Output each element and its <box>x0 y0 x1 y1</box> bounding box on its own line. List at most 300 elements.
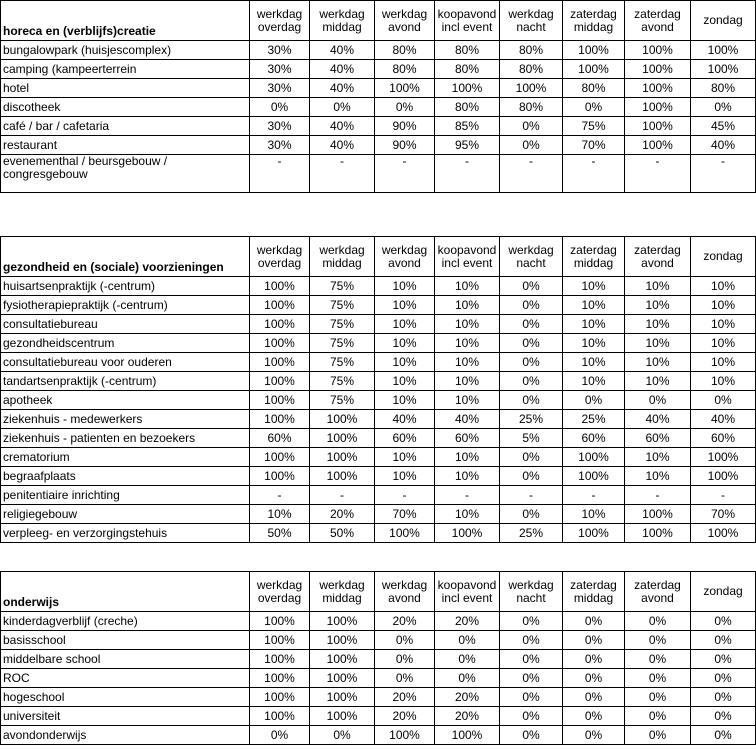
table-row <box>1 467 756 486</box>
header-row <box>1 1 756 41</box>
column-header <box>375 237 435 277</box>
cell-value: 0% <box>250 726 310 745</box>
column-header-line: nacht <box>516 590 546 605</box>
cell-value: 0% <box>691 98 756 117</box>
row-label: middelbare school <box>1 650 250 669</box>
cell-value: 0% <box>500 448 563 467</box>
cell-value: 70% <box>375 505 435 524</box>
cell-value: 0% <box>625 688 691 707</box>
cell-value: 0% <box>563 669 625 688</box>
cell-value: - <box>375 155 435 193</box>
column-header-line: werkdag <box>319 577 365 592</box>
row-label: begraafplaats <box>1 467 250 486</box>
cell-value: 80% <box>375 41 435 60</box>
cell-value: 100% <box>625 98 691 117</box>
row-label: hotel <box>1 79 250 98</box>
row-label: avondonderwijs <box>1 726 250 745</box>
cell-value: 10% <box>250 505 310 524</box>
column-header-line: avond <box>388 590 421 605</box>
column-header <box>375 572 435 612</box>
cell-value: 0% <box>625 391 691 410</box>
cell-value: - <box>375 486 435 505</box>
cell-value: 100% <box>310 410 375 429</box>
cell-value: 10% <box>375 372 435 391</box>
cell-value: 60% <box>250 429 310 448</box>
table-row <box>1 429 756 448</box>
row-label: discotheek <box>1 98 250 117</box>
cell-value: 0% <box>500 726 563 745</box>
cell-value: 100% <box>563 60 625 79</box>
table-row <box>1 79 756 98</box>
cell-value: 40% <box>691 136 756 155</box>
table-row <box>1 505 756 524</box>
cell-value: 100% <box>625 524 691 543</box>
column-header <box>310 1 375 41</box>
cell-value: 80% <box>691 79 756 98</box>
column-header <box>310 237 375 277</box>
cell-value: 25% <box>563 410 625 429</box>
header-row <box>1 572 756 612</box>
cell-value: 10% <box>691 334 756 353</box>
cell-value: 100% <box>691 467 756 486</box>
row-label: tandartsenpraktijk (-centrum) <box>1 372 250 391</box>
cell-value: 10% <box>625 296 691 315</box>
cell-value: 10% <box>563 277 625 296</box>
cell-value: 100% <box>250 467 310 486</box>
cell-value: - <box>691 155 756 193</box>
cell-value: 40% <box>625 410 691 429</box>
column-header-line: incl event <box>441 255 493 270</box>
cell-value: 30% <box>250 60 310 79</box>
table-row <box>1 277 756 296</box>
cell-value: 0% <box>563 391 625 410</box>
cell-value: 10% <box>563 372 625 391</box>
column-header <box>500 1 563 41</box>
cell-value: 10% <box>625 315 691 334</box>
column-header <box>435 572 500 612</box>
cell-value: 75% <box>310 391 375 410</box>
cell-value: 100% <box>625 136 691 155</box>
cell-value: 10% <box>435 467 500 486</box>
cell-value: 60% <box>563 429 625 448</box>
cell-value: 100% <box>563 524 625 543</box>
cell-value: 0% <box>691 631 756 650</box>
cell-value: 0% <box>500 372 563 391</box>
cell-value: 100% <box>250 669 310 688</box>
cell-value: 10% <box>375 448 435 467</box>
cell-value: 60% <box>691 429 756 448</box>
cell-value: - <box>310 486 375 505</box>
column-header-line: incl event <box>441 590 493 605</box>
cell-value: 0% <box>563 612 625 631</box>
column-header <box>691 572 756 612</box>
column-header-line: koopavond <box>437 242 497 257</box>
cell-value: 40% <box>310 60 375 79</box>
column-header-line: zaterdag <box>570 577 617 592</box>
cell-value: 0% <box>691 688 756 707</box>
cell-value: 100% <box>310 669 375 688</box>
column-header-line: avond <box>388 19 421 34</box>
table-row <box>1 410 756 429</box>
row-label: penitentiaire inrichting <box>1 486 250 505</box>
column-header-line: avond <box>641 255 674 270</box>
column-header-line: werkdag <box>508 6 554 21</box>
column-header-line: nacht <box>516 255 546 270</box>
column-header <box>250 572 310 612</box>
cell-value: 0% <box>625 631 691 650</box>
column-header-line: zondag <box>703 249 743 263</box>
cell-value: 10% <box>625 372 691 391</box>
cell-value: 40% <box>310 41 375 60</box>
column-header <box>625 1 691 41</box>
cell-value: 85% <box>435 117 500 136</box>
table-row <box>1 726 756 745</box>
section-title: onderwijs <box>1 572 250 612</box>
column-header-line: avond <box>641 19 674 34</box>
section-title: horeca en (verblijfs)creatie <box>1 1 250 41</box>
column-header-line: zondag <box>703 13 743 27</box>
row-label: gezondheidscentrum <box>1 334 250 353</box>
table-row <box>1 391 756 410</box>
column-header <box>435 1 500 41</box>
row-label: basisschool <box>1 631 250 650</box>
row-label: evenementhal / beursgebouw / congresgebouw <box>1 155 250 193</box>
cell-value: 10% <box>691 353 756 372</box>
cell-value: 0% <box>691 669 756 688</box>
cell-value: 10% <box>691 277 756 296</box>
table-row <box>1 650 756 669</box>
cell-value: 40% <box>310 136 375 155</box>
column-header <box>375 1 435 41</box>
cell-value: 20% <box>435 707 500 726</box>
row-label: ROC <box>1 669 250 688</box>
column-header-line: incl event <box>441 19 493 34</box>
table-row <box>1 448 756 467</box>
column-header-line: werkdag <box>508 242 554 257</box>
cell-value: 75% <box>310 353 375 372</box>
cell-value: 50% <box>310 524 375 543</box>
cell-value: 20% <box>375 612 435 631</box>
cell-value: 95% <box>435 136 500 155</box>
row-label: huisartsenpraktijk (-centrum) <box>1 277 250 296</box>
column-header <box>563 237 625 277</box>
cell-value: 0% <box>375 98 435 117</box>
cell-value: 0% <box>500 631 563 650</box>
row-label: consultatiebureau voor ouderen <box>1 353 250 372</box>
cell-value: 0% <box>500 505 563 524</box>
table-row <box>1 486 756 505</box>
cell-value: 80% <box>435 60 500 79</box>
cell-value: 0% <box>310 98 375 117</box>
cell-value: 40% <box>310 79 375 98</box>
cell-value: 0% <box>500 117 563 136</box>
cell-value: 40% <box>375 410 435 429</box>
cell-value: 10% <box>375 277 435 296</box>
cell-value: 60% <box>625 429 691 448</box>
cell-value: 100% <box>250 650 310 669</box>
cell-value: 10% <box>435 372 500 391</box>
column-header <box>500 237 563 277</box>
cell-value: 0% <box>435 669 500 688</box>
cell-value: 80% <box>500 98 563 117</box>
cell-value: 100% <box>625 60 691 79</box>
table-row <box>1 315 756 334</box>
cell-value: 100% <box>250 612 310 631</box>
column-header-line: avond <box>388 255 421 270</box>
cell-value: 0% <box>691 612 756 631</box>
table-row <box>1 136 756 155</box>
cell-value: 10% <box>435 315 500 334</box>
column-header-line: werkdag <box>381 577 428 592</box>
cell-value: 80% <box>375 60 435 79</box>
cell-value: 100% <box>310 688 375 707</box>
column-header-line: middag <box>573 255 614 270</box>
cell-value: 40% <box>435 410 500 429</box>
cell-value: 0% <box>625 707 691 726</box>
row-label: universiteit <box>1 707 250 726</box>
cell-value: - <box>250 486 310 505</box>
cell-value: 0% <box>500 650 563 669</box>
column-header-line: avond <box>641 590 674 605</box>
cell-value: 0% <box>250 98 310 117</box>
cell-value: 20% <box>310 505 375 524</box>
cell-value: 0% <box>625 726 691 745</box>
cell-value: 80% <box>435 41 500 60</box>
row-label: restaurant <box>1 136 250 155</box>
cell-value: 75% <box>310 372 375 391</box>
table-row <box>1 669 756 688</box>
cell-value: 75% <box>310 296 375 315</box>
cell-value: 0% <box>500 688 563 707</box>
row-label: ziekenhuis - patienten en bezoekers <box>1 429 250 448</box>
table-row <box>1 334 756 353</box>
column-header-line: zaterdag <box>634 242 681 257</box>
column-header-line: werkdag <box>381 242 428 257</box>
cell-value: 100% <box>563 467 625 486</box>
cell-value: 100% <box>250 315 310 334</box>
cell-value: 0% <box>500 353 563 372</box>
cell-value: 10% <box>435 277 500 296</box>
table-row <box>1 631 756 650</box>
cell-value: 10% <box>375 353 435 372</box>
cell-value: 0% <box>563 707 625 726</box>
cell-value: 100% <box>691 524 756 543</box>
row-label: camping (kampeerterrein <box>1 60 250 79</box>
column-header-line: middag <box>322 19 362 34</box>
header-row <box>1 237 756 277</box>
cell-value: - <box>250 155 310 193</box>
table-horeca <box>0 0 756 193</box>
cell-value: 0% <box>563 688 625 707</box>
cell-value: 10% <box>691 372 756 391</box>
cell-value: - <box>435 155 500 193</box>
column-header-line: zaterdag <box>570 6 617 21</box>
cell-value: 60% <box>375 429 435 448</box>
column-header-line: zaterdag <box>570 242 617 257</box>
cell-value: - <box>563 155 625 193</box>
column-header-line: koopavond <box>437 6 497 21</box>
cell-value: 0% <box>500 391 563 410</box>
column-header-line: werkdag <box>256 6 303 21</box>
cell-value: 20% <box>375 688 435 707</box>
column-header <box>250 1 310 41</box>
column-header-line: zondag <box>703 584 743 598</box>
cell-value: 0% <box>310 726 375 745</box>
cell-value: 0% <box>625 650 691 669</box>
cell-value: 0% <box>435 650 500 669</box>
column-header <box>625 572 691 612</box>
cell-value: 10% <box>563 353 625 372</box>
cell-value: 10% <box>563 334 625 353</box>
cell-value: 10% <box>563 505 625 524</box>
cell-value: 0% <box>500 334 563 353</box>
cell-value: 10% <box>691 315 756 334</box>
cell-value: 100% <box>625 79 691 98</box>
cell-value: 75% <box>310 277 375 296</box>
cell-value: - <box>691 486 756 505</box>
column-header <box>625 237 691 277</box>
table-row <box>1 612 756 631</box>
cell-value: 100% <box>563 41 625 60</box>
cell-value: 30% <box>250 136 310 155</box>
cell-value: 10% <box>625 277 691 296</box>
cell-value: 0% <box>500 296 563 315</box>
cell-value: 10% <box>435 334 500 353</box>
cell-value: 100% <box>250 448 310 467</box>
column-header-line: werkdag <box>256 577 303 592</box>
cell-value: 10% <box>375 391 435 410</box>
cell-value: 0% <box>500 669 563 688</box>
cell-value: 100% <box>250 277 310 296</box>
cell-value: - <box>625 155 691 193</box>
cell-value: 50% <box>250 524 310 543</box>
cell-value: 90% <box>375 117 435 136</box>
cell-value: 100% <box>625 505 691 524</box>
cell-value: 40% <box>691 410 756 429</box>
cell-value: 0% <box>375 631 435 650</box>
cell-value: 0% <box>435 631 500 650</box>
column-header <box>563 1 625 41</box>
column-header-line: koopavond <box>437 577 497 592</box>
table-row <box>1 155 756 193</box>
cell-value: 80% <box>500 41 563 60</box>
cell-value: 10% <box>435 353 500 372</box>
cell-value: 100% <box>435 524 500 543</box>
cell-value: - <box>563 486 625 505</box>
column-header <box>691 1 756 41</box>
cell-value: 0% <box>500 467 563 486</box>
cell-value: 20% <box>435 688 500 707</box>
cell-value: 100% <box>375 524 435 543</box>
cell-value: - <box>500 486 563 505</box>
row-label: kinderdagverblijf (creche) <box>1 612 250 631</box>
cell-value: 10% <box>625 334 691 353</box>
cell-value: 10% <box>375 315 435 334</box>
row-label: ziekenhuis - medewerkers <box>1 410 250 429</box>
cell-value: 100% <box>691 41 756 60</box>
cell-value: 0% <box>375 669 435 688</box>
row-label: café / bar / cafetaria <box>1 117 250 136</box>
cell-value: 10% <box>625 448 691 467</box>
cell-value: 10% <box>625 353 691 372</box>
cell-value: 0% <box>563 726 625 745</box>
column-header <box>435 237 500 277</box>
column-header-line: zaterdag <box>634 6 681 21</box>
cell-value: 75% <box>563 117 625 136</box>
table-row <box>1 707 756 726</box>
cell-value: 10% <box>563 315 625 334</box>
cell-value: 80% <box>500 60 563 79</box>
cell-value: 0% <box>500 612 563 631</box>
cell-value: 0% <box>691 391 756 410</box>
cell-value: 100% <box>691 448 756 467</box>
cell-value: 10% <box>435 391 500 410</box>
table-row <box>1 524 756 543</box>
cell-value: 10% <box>435 448 500 467</box>
cell-value: 0% <box>500 707 563 726</box>
column-header-line: zaterdag <box>634 577 681 592</box>
cell-value: 70% <box>563 136 625 155</box>
table-row <box>1 353 756 372</box>
cell-value: 10% <box>435 505 500 524</box>
section-title: gezondheid en (sociale) voorzieningen <box>1 237 250 277</box>
cell-value: 30% <box>250 41 310 60</box>
cell-value: 100% <box>625 41 691 60</box>
table-row <box>1 688 756 707</box>
cell-value: 100% <box>250 353 310 372</box>
cell-value: 100% <box>310 448 375 467</box>
row-label: bungalowpark (huisjescomplex) <box>1 41 250 60</box>
cell-value: - <box>310 155 375 193</box>
row-label: consultatiebureau <box>1 315 250 334</box>
table-row <box>1 117 756 136</box>
cell-value: 100% <box>310 467 375 486</box>
cell-value: 10% <box>375 467 435 486</box>
table-row <box>1 60 756 79</box>
table-row <box>1 372 756 391</box>
table-onderwijs <box>0 571 756 745</box>
cell-value: 100% <box>250 334 310 353</box>
row-label: crematorium <box>1 448 250 467</box>
cell-value: 100% <box>375 79 435 98</box>
cell-value: 0% <box>691 726 756 745</box>
column-header-line: overdag <box>257 590 302 605</box>
cell-value: 100% <box>250 410 310 429</box>
cell-value: 20% <box>375 707 435 726</box>
cell-value: 30% <box>250 79 310 98</box>
cell-value: 100% <box>435 726 500 745</box>
column-header-line: werkdag <box>319 242 365 257</box>
table-row <box>1 296 756 315</box>
cell-value: 100% <box>310 429 375 448</box>
cell-value: 0% <box>563 650 625 669</box>
cell-value: 10% <box>375 296 435 315</box>
cell-value: 0% <box>625 612 691 631</box>
cell-value: 70% <box>691 505 756 524</box>
cell-value: - <box>625 486 691 505</box>
column-header-line: werkdag <box>381 6 428 21</box>
cell-value: 75% <box>310 315 375 334</box>
cell-value: 0% <box>625 669 691 688</box>
cell-value: 100% <box>375 726 435 745</box>
cell-value: 100% <box>500 79 563 98</box>
cell-value: 100% <box>250 391 310 410</box>
column-header <box>691 237 756 277</box>
column-header-line: overdag <box>257 19 302 34</box>
cell-value: 100% <box>250 631 310 650</box>
row-label: hogeschool <box>1 688 250 707</box>
cell-value: 100% <box>250 372 310 391</box>
